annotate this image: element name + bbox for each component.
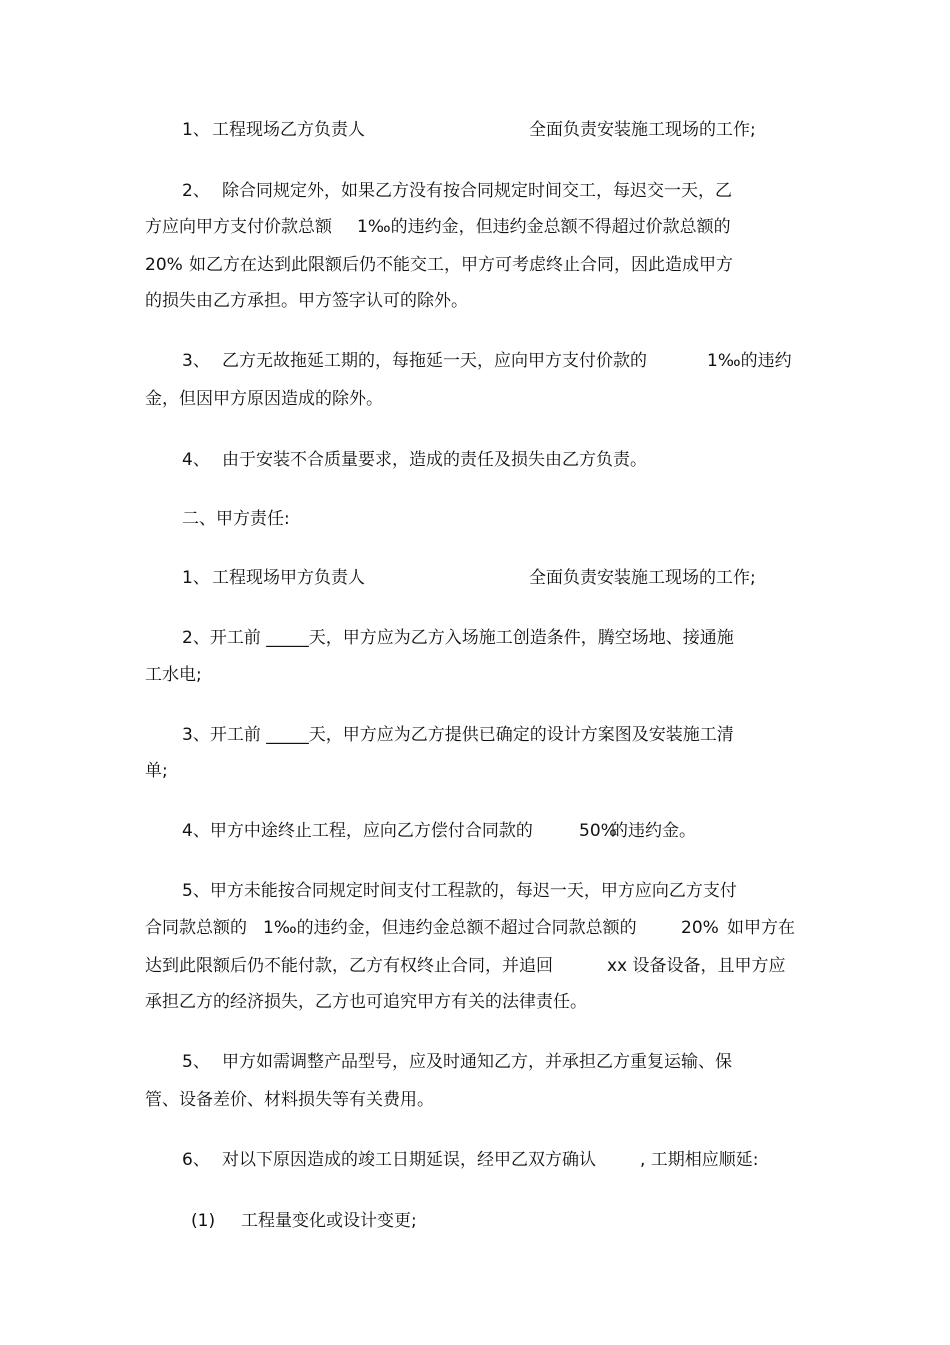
clause-text: 50%: [579, 821, 617, 841]
clause-text: 承担乙方的经济损失，乙方也可追究甲方有关的法律责任。: [145, 992, 587, 1012]
clause-number: 1、: [182, 568, 210, 588]
clause-text: 20%: [145, 255, 183, 275]
clause-text: 单;: [145, 761, 168, 781]
clause-text: 工水电;: [145, 665, 202, 685]
clause-number: 4、: [182, 450, 210, 470]
clause-number: 3、: [182, 351, 210, 371]
clause-text: 5、甲方未能按合同规定时间支付工程款的，每迟一天，甲方应向乙方支付: [182, 881, 737, 901]
clause-text: xx 设备设备，且甲方应: [607, 956, 786, 976]
clause-text: 乙方无故拖延工期的，每拖延一天，应向甲方支付价款的: [222, 351, 647, 371]
clause-text: 的违约金。: [611, 821, 696, 841]
clause-text: 工程现场乙方负责人: [212, 120, 365, 140]
clause-text: 甲方如需调整产品型号，应及时通知乙方，并承担乙方重复运输、保: [222, 1052, 732, 1072]
clause-text: 合同款总额的: [145, 918, 247, 938]
clause-text: 工程现场甲方负责人: [212, 568, 365, 588]
clause-number: 1、: [182, 120, 210, 140]
clause-text: 金，但因甲方原因造成的除外。: [145, 389, 383, 409]
clause-text: 由于安装不合质量要求，造成的责任及损失由乙方负责。: [222, 450, 647, 470]
clause-number: (1): [191, 1211, 216, 1231]
clause-text: 管、设备差价、材料损失等有关费用。: [145, 1090, 434, 1110]
clause-text: 对以下原因造成的竣工日期延误，经甲乙双方确认: [222, 1150, 596, 1170]
clause-text: 如乙方在达到此限额后仍不能交工，甲方可考虑终止合同，因此造成甲方: [189, 255, 733, 275]
clause-text: , 工期相应顺延:: [640, 1150, 759, 1170]
clause-text: 2、开工前 _____天，甲方应为乙方入场施工创造条件，腾空场地、接通施: [182, 628, 734, 648]
clause-text: 方应向甲方支付价款总额: [145, 217, 332, 237]
clause-text: 如甲方在: [727, 918, 795, 938]
clause-text: 1‰的违约: [707, 351, 792, 371]
section-heading: 二、甲方责任:: [182, 509, 290, 529]
clause-text: 的损失由乙方承担。甲方签字认可的除外。: [145, 291, 468, 311]
clause-number: 5、: [182, 1052, 210, 1072]
clause-text: 除合同规定外，如果乙方没有按合同规定时间交工，每迟交一天，乙: [222, 181, 732, 201]
clause-number: 6、: [182, 1150, 210, 1170]
clause-number: 2、: [182, 181, 210, 201]
clause-text: 1‰的违约金，但违约金总额不得超过价款总额的: [357, 217, 731, 237]
clause-text: 达到此限额后仍不能付款，乙方有权终止合同，并追回: [145, 956, 553, 976]
clause-text: 工程量变化或设计变更;: [241, 1211, 417, 1231]
clause-text: 4、甲方中途终止工程，应向乙方偿付合同款的: [182, 821, 533, 841]
clause-text: 1‰的违约金，但违约金总额不超过合同款总额的: [263, 918, 637, 938]
clause-text: 20%: [681, 918, 719, 938]
clause-text: 全面负责安装施工现场的工作;: [529, 120, 756, 140]
clause-text: 全面负责安装施工现场的工作;: [529, 568, 756, 588]
clause-text: 3、开工前 _____天，甲方应为乙方提供已确定的设计方案图及安装施工清: [182, 725, 734, 745]
